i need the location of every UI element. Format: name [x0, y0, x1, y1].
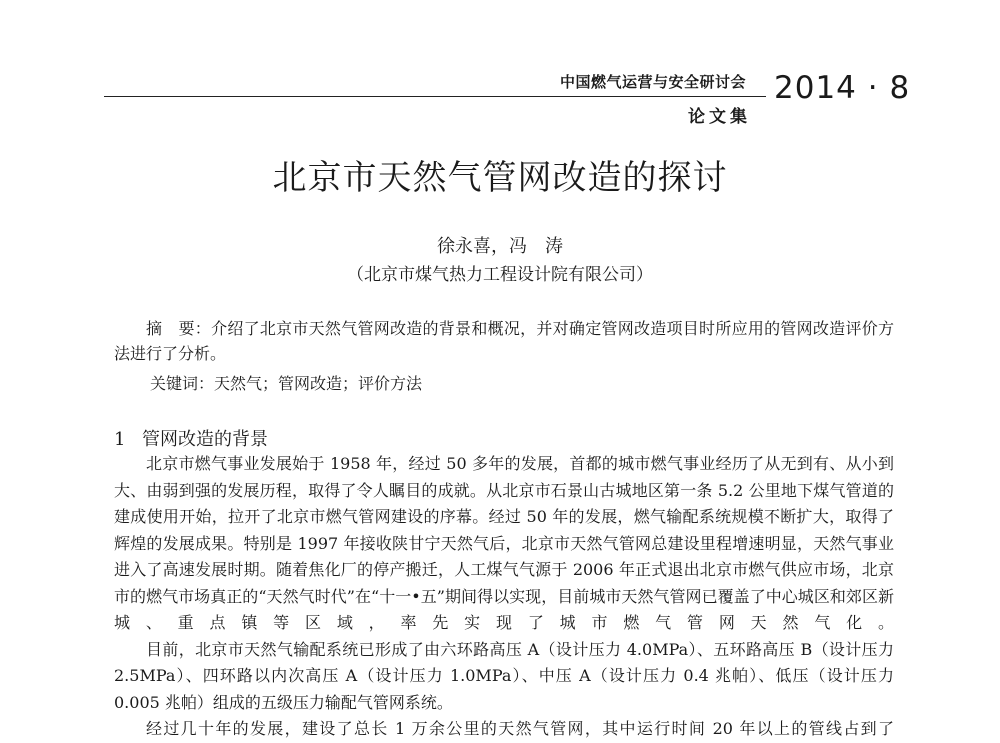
section-title: 管网改造的背景 [142, 429, 268, 450]
abstract [114, 316, 894, 366]
abstract-text: 摘 要：介绍了北京市天然气管网改造的背景和概况，并对确定管网改造项目时所应用的管网改造评价方法进行了分析。 [114, 319, 894, 363]
header-rule [104, 96, 766, 97]
section-number: 1 [114, 429, 126, 450]
proceedings-label: 论文集 [688, 107, 751, 127]
authors: 徐永喜，冯 涛 [437, 236, 563, 257]
issue-date: 2014 · 8 [774, 70, 911, 106]
body-paragraph: 经过几十年的发展，建设了总长 1 万余公里的天然气管网，其中运行时间 20 年以上的管线占到了 [146, 719, 894, 738]
body-paragraph: 目前，北京市天然气输配系统已形成了由六环路高压 A（设计压力 4.0MPa）、五环路高压 B（设计压力 2.5MPa）、四环路以内次高压 A（设计压力 1.0MPa）、中压 A（设计压力 0.4 兆帕）、低压（设计压力 0.005 兆帕）组成的五级压力输配气管网系统。 [114, 639, 894, 712]
body-paragraph: 北京市燃气事业发展始于 1958 年，经过 50 多年的发展，首都的城市燃气事业经历了从无到有、从小到大、由弱到强的发展历程，取得了令人瞩目的成就。从北京市石景山古城地区第一条 5.2 公里地下煤气管道的建成使用开始，拉开了北京市燃气管网建设的序幕。经过 50 年的发展，燃气输配系统规模不断扩大，取得了辉煌的发展成果。特别是 1997 年接收陕甘宁天然气后，北京市天然气管网总建设里程增速明显，天然气事业进入了高速发展时期。随着焦化厂的停产搬迁，人工煤气气源于 2006 年正式退出北京市燃气供应市场，北京市的燃气市场真正的“天然气时代”在“十一•五”期间得以实现，目前城市天然气管网已覆盖了中心城区和郊区新城、重点镇等区域，率先实现了城市燃气管网天然气化。 [114, 454, 894, 632]
conference-name: 中国燃气运营与安全研讨会 [560, 73, 747, 91]
paper-title: 北京市天然气管网改造的探讨 [272, 158, 728, 198]
affiliation: （北京市煤气热力工程设计院有限公司） [347, 265, 653, 285]
keywords: 关键词：天然气；管网改造；评价方法 [150, 374, 423, 393]
section-heading [114, 425, 268, 451]
section-body [114, 451, 894, 743]
